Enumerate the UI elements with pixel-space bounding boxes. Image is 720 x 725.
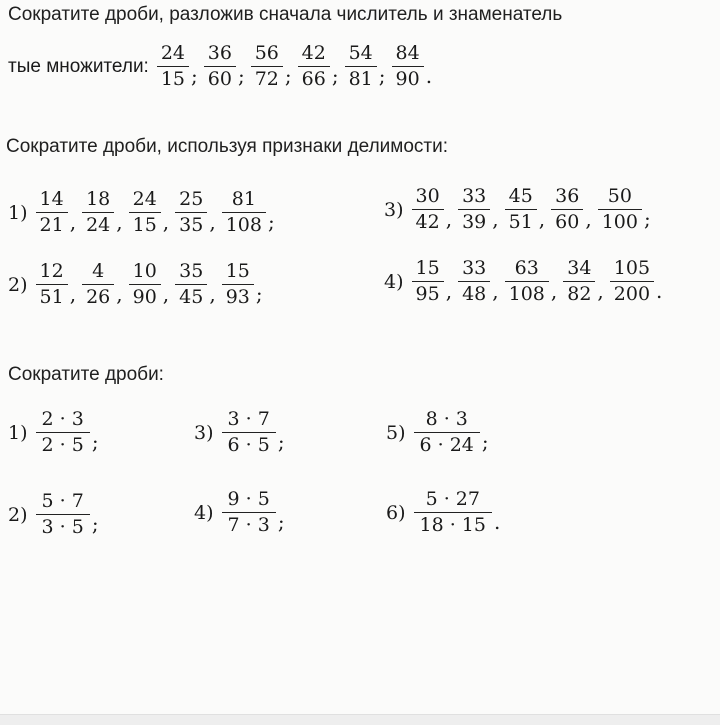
fraction-numerator: 105 (613, 257, 651, 279)
task1-line2-prefix: тые множители: (8, 55, 149, 77)
fraction-numerator: 35 (179, 260, 204, 282)
fraction-denominator: 6 · 5 (222, 432, 276, 455)
fraction-numerator: 14 (39, 188, 64, 210)
fraction (204, 44, 236, 89)
fraction (298, 44, 330, 89)
fraction-numerator: 42 (301, 42, 326, 64)
fraction-denominator: 200 (610, 281, 654, 304)
fraction-numerator: 2 · 3 (41, 408, 84, 430)
fraction (129, 190, 161, 235)
fraction-separator: ; (237, 63, 245, 88)
fraction (458, 187, 490, 232)
item-number: 1) (8, 201, 28, 224)
fraction-numerator: 56 (254, 42, 279, 64)
fraction-separator: ; (378, 63, 386, 88)
fraction-numerator: 4 (92, 260, 105, 282)
fraction-denominator: 45 (175, 284, 207, 307)
fraction-separator: ; (331, 63, 339, 88)
task1-line1: Сократите дроби, разложив сначала числитель и знаменатель (8, 4, 563, 25)
fraction-numerator: 63 (514, 257, 539, 279)
fraction-denominator: 108 (505, 281, 549, 304)
fraction-numerator: 50 (607, 185, 632, 207)
task2-item-4 (384, 259, 668, 304)
fraction-numerator: 25 (179, 188, 204, 210)
item-number: 3) (384, 198, 404, 221)
fraction-numerator: 24 (132, 188, 157, 210)
fraction-denominator: 93 (222, 284, 254, 307)
fraction-denominator: 39 (458, 209, 490, 232)
fraction-numerator: 9 · 5 (227, 488, 270, 510)
fraction (175, 262, 207, 307)
fraction (157, 44, 189, 89)
fraction-numerator: 15 (415, 257, 440, 279)
fraction-denominator: 42 (412, 209, 444, 232)
fraction-separator: , (162, 209, 170, 234)
fraction-separator: . (494, 509, 501, 534)
fraction-numerator: 5 · 27 (425, 488, 480, 510)
fraction-denominator: 82 (563, 281, 595, 304)
fraction (505, 259, 549, 304)
fraction-separator: ; (481, 429, 489, 454)
fraction (36, 410, 90, 455)
fraction-separator: , (162, 281, 170, 306)
fraction (551, 187, 583, 232)
fraction-separator: , (492, 206, 499, 231)
fraction-denominator: 26 (82, 284, 114, 307)
fraction-numerator: 8 · 3 (425, 408, 468, 430)
fraction-denominator: 60 (551, 209, 583, 232)
fraction-denominator: 51 (505, 209, 537, 232)
fraction-separator: , (69, 209, 77, 234)
fraction-separator: , (209, 281, 216, 306)
fraction-separator: , (597, 278, 604, 303)
fraction-separator: , (538, 206, 546, 231)
fraction-numerator: 34 (567, 257, 592, 279)
fraction-numerator: 18 (86, 188, 111, 210)
fraction-denominator: 35 (175, 212, 207, 235)
fraction-denominator: 21 (36, 212, 68, 235)
fraction-separator: ; (91, 511, 99, 536)
fraction-numerator: 10 (132, 260, 157, 282)
fraction-separator: , (116, 209, 123, 234)
task3-item-5 (386, 410, 495, 455)
fraction (505, 187, 537, 232)
item-number: 6) (386, 501, 406, 524)
task3-item-4 (194, 490, 291, 535)
fraction (222, 410, 276, 455)
fraction-numerator: 36 (555, 185, 580, 207)
fraction (392, 44, 424, 89)
fraction-separator: ; (277, 429, 285, 454)
fraction (414, 490, 492, 535)
fraction-numerator: 15 (225, 260, 250, 282)
fraction-separator: . (425, 63, 433, 88)
fraction-numerator: 3 · 7 (227, 408, 270, 430)
fraction-separator: , (445, 278, 453, 303)
fraction (36, 190, 68, 235)
fraction-denominator: 51 (36, 284, 68, 307)
fraction (222, 190, 266, 235)
fraction-denominator: 60 (204, 66, 236, 89)
fraction (345, 44, 377, 89)
fraction (598, 187, 642, 232)
fraction-separator: . (656, 278, 663, 303)
fraction (129, 262, 161, 307)
fraction (458, 259, 490, 304)
fraction-denominator: 100 (598, 209, 642, 232)
fraction-numerator: 30 (415, 185, 440, 207)
fraction-denominator: 108 (222, 212, 266, 235)
fraction-separator: , (209, 209, 216, 234)
task3-heading: Сократите дроби: (8, 364, 164, 385)
fraction-denominator: 6 · 24 (414, 432, 480, 455)
fraction (412, 259, 444, 304)
task3-item-6 (386, 490, 506, 535)
task2-item-2 (8, 262, 269, 307)
fraction-numerator: 33 (462, 185, 487, 207)
fraction (36, 262, 68, 307)
fraction-denominator: 7 · 3 (222, 512, 276, 535)
fraction-separator: , (585, 206, 592, 231)
fraction-denominator: 2 · 5 (36, 432, 90, 455)
fraction-separator: , (69, 281, 77, 306)
fraction-numerator: 12 (39, 260, 64, 282)
fraction-numerator: 54 (348, 42, 373, 64)
fraction (251, 44, 283, 89)
fraction-separator: ; (267, 209, 275, 234)
fraction (36, 492, 90, 537)
fraction (82, 262, 114, 307)
fraction-separator: ; (91, 429, 99, 454)
fraction-denominator: 95 (412, 281, 444, 304)
fraction-separator: , (445, 206, 453, 231)
item-number: 2) (8, 503, 28, 526)
fraction-denominator: 90 (392, 66, 424, 89)
fraction (610, 259, 654, 304)
task1-row (8, 44, 438, 89)
fraction-separator: , (550, 278, 558, 303)
item-number: 4) (384, 270, 404, 293)
fraction (414, 410, 480, 455)
item-number: 5) (386, 421, 406, 444)
fraction (563, 259, 595, 304)
fraction-denominator: 18 · 15 (414, 512, 492, 535)
task1-fractions (157, 44, 438, 89)
fraction-separator: ; (643, 206, 651, 231)
fraction (222, 490, 276, 535)
item-number: 1) (8, 421, 28, 444)
item-number: 2) (8, 273, 28, 296)
task3-item-2 (8, 492, 105, 537)
fraction-separator: ; (191, 63, 198, 88)
item-number: 4) (194, 501, 214, 524)
fraction-denominator: 24 (82, 212, 114, 235)
task3-item-3 (194, 410, 291, 455)
fraction-separator: ; (277, 509, 285, 534)
fraction-numerator: 24 (160, 42, 186, 64)
task3-item-1 (8, 410, 105, 455)
fraction-denominator: 66 (298, 66, 330, 89)
fraction-denominator: 48 (458, 281, 490, 304)
fraction (175, 190, 207, 235)
item-number: 3) (194, 421, 214, 444)
fraction-separator: , (116, 281, 123, 306)
fraction (222, 262, 254, 307)
fraction (412, 187, 444, 232)
task2-heading: Сократите дроби, используя признаки делимости: (6, 136, 449, 157)
fraction-numerator: 36 (207, 42, 232, 64)
task2-item-1 (8, 190, 281, 235)
fraction-numerator: 33 (462, 257, 487, 279)
fraction-numerator: 5 · 7 (41, 490, 84, 512)
fraction-denominator: 72 (251, 66, 283, 89)
fraction-denominator: 81 (345, 66, 377, 89)
fraction-denominator: 15 (129, 212, 161, 235)
fraction-separator: , (492, 278, 499, 303)
fraction-denominator: 90 (129, 284, 161, 307)
fraction-separator: ; (255, 281, 263, 306)
task2-item-3 (384, 187, 657, 232)
fraction (82, 190, 114, 235)
fraction-numerator: 84 (395, 42, 420, 64)
fraction-denominator: 15 (157, 66, 189, 89)
fraction-numerator: 45 (508, 185, 533, 207)
fraction-denominator: 3 · 5 (36, 514, 90, 537)
fraction-separator: ; (284, 63, 292, 88)
fraction-numerator: 81 (231, 188, 256, 210)
bottom-strip (0, 714, 720, 725)
